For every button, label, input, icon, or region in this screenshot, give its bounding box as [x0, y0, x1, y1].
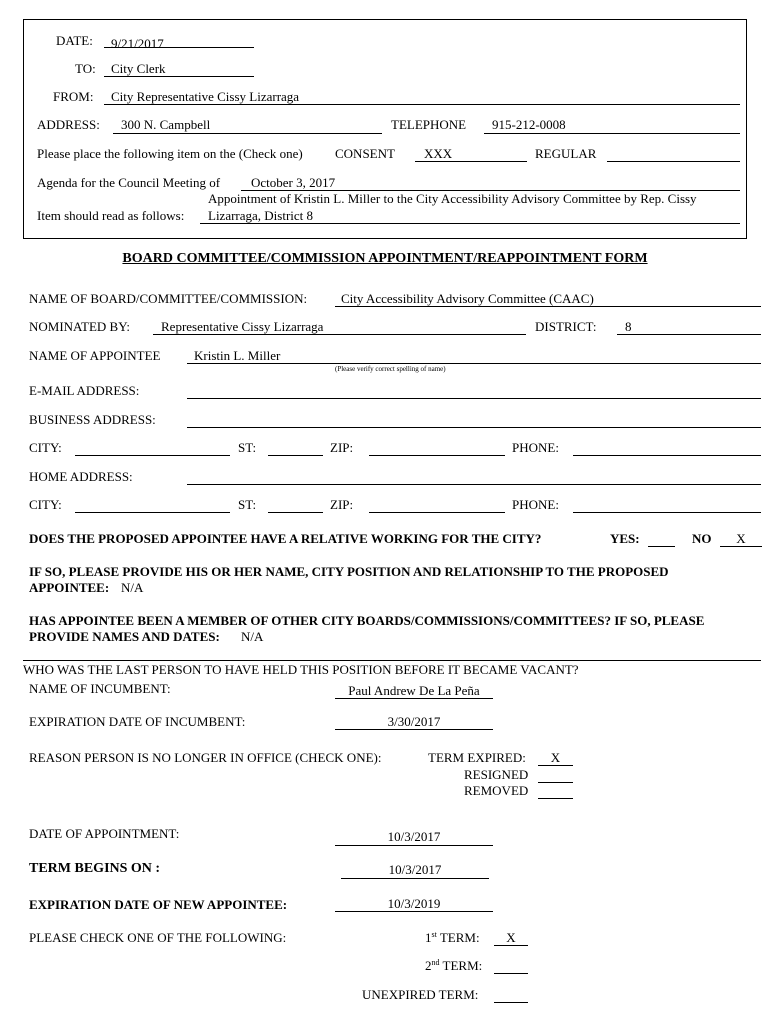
board-label: NAME OF BOARD/COMMITTEE/COMMISSION:	[29, 291, 308, 306]
new-expiration-label: EXPIRATION DATE OF NEW APPOINTEE:	[29, 897, 288, 912]
second-term-underline	[494, 973, 528, 974]
home-city-field[interactable]	[75, 512, 230, 513]
incumbent-name-value[interactable]: Paul Andrew De La Peña	[348, 683, 480, 698]
consent-underline	[415, 161, 527, 162]
relative-no-value[interactable]: X	[736, 531, 746, 546]
business-city-field[interactable]	[75, 455, 230, 456]
home-phone-field[interactable]	[573, 512, 761, 513]
verify-spelling-note: (Please verify correct spelling of name)	[335, 365, 446, 373]
term-begins-underline	[341, 878, 489, 879]
first-term-underline	[494, 945, 528, 946]
agenda-label: Agenda for the Council Meeting of	[37, 175, 221, 190]
term-expired-underline	[538, 765, 573, 766]
relative-question: DOES THE PROPOSED APPOINTEE HAVE A RELATIVE WORKING FOR THE CITY?	[29, 531, 542, 546]
telephone-value[interactable]: 915-212-0008	[492, 117, 566, 132]
appointment-date-underline	[335, 845, 493, 846]
nominated-label: NOMINATED BY:	[29, 319, 130, 334]
relative-yes-underline	[648, 546, 675, 547]
resigned-underline	[538, 782, 573, 783]
form-title	[23, 250, 747, 266]
incumbent-name-underline	[335, 698, 493, 699]
business-st-label: ST:	[238, 440, 257, 455]
relative-no-label: NO	[692, 531, 712, 546]
home-zip-label: ZIP:	[330, 497, 354, 512]
address-label: ADDRESS:	[37, 117, 100, 132]
email-label: E-MAIL ADDRESS:	[29, 383, 140, 398]
relative-details-question-line2: APPOINTEE:	[29, 580, 110, 595]
agenda-value[interactable]: October 3, 2017	[251, 175, 336, 190]
telephone-label: TELEPHONE	[391, 117, 467, 132]
first-term-text: TERM:	[439, 930, 480, 945]
item-text-line2[interactable]: Lizarraga, District 8	[208, 208, 314, 223]
business-phone-field[interactable]	[573, 455, 761, 456]
item-label: Item should read as follows:	[37, 208, 185, 223]
last-person-question: WHO WAS THE LAST PERSON TO HAVE HELD THIS POSITION BEFORE IT BECAME VACANT?	[23, 662, 579, 677]
home-st-field[interactable]	[268, 512, 323, 513]
business-st-field[interactable]	[268, 455, 323, 456]
member-value[interactable]: N/A	[241, 629, 264, 644]
regular-label: REGULAR	[535, 146, 597, 161]
date-underline	[104, 47, 254, 48]
appointment-date-label: DATE OF APPOINTMENT:	[29, 826, 180, 841]
to-value[interactable]: City Clerk	[111, 61, 166, 76]
consent-value[interactable]: XXX	[424, 146, 453, 161]
district-label: DISTRICT:	[535, 319, 597, 334]
first-term-value[interactable]: X	[506, 930, 516, 945]
unexpired-term-label: UNEXPIRED TERM:	[362, 987, 479, 1002]
relative-yes-label: YES:	[610, 531, 640, 546]
term-expired-value[interactable]: X	[550, 750, 561, 765]
business-zip-field[interactable]	[369, 455, 505, 456]
incumbent-expiration-value[interactable]: 3/30/2017	[387, 714, 441, 729]
address-value[interactable]: 300 N. Campbell	[121, 117, 211, 132]
from-value[interactable]: City Representative Cissy Lizarraga	[111, 89, 300, 104]
date-label: DATE:	[56, 33, 93, 48]
to-label: TO:	[75, 61, 96, 76]
home-address-label: HOME ADDRESS:	[29, 469, 133, 484]
unexpired-term-underline	[494, 1002, 528, 1003]
appointee-underline	[187, 363, 761, 364]
business-address-field[interactable]	[187, 427, 761, 428]
second-term-text: TERM:	[442, 958, 483, 973]
second-term-number: 2	[425, 958, 432, 973]
appointee-label: NAME OF APPOINTEE	[29, 348, 161, 363]
appointee-value[interactable]: Kristin L. Miller	[194, 348, 281, 363]
business-phone-label: PHONE:	[512, 440, 559, 455]
consent-label: CONSENT	[335, 146, 395, 161]
item-underline	[200, 223, 740, 224]
incumbent-expiration-label: EXPIRATION DATE OF INCUMBENT:	[29, 714, 246, 729]
email-field[interactable]	[187, 398, 761, 399]
from-underline	[104, 104, 740, 105]
member-question-line1: HAS APPOINTEE BEEN A MEMBER OF OTHER CITY BOARDS/COMMISSIONS/COMMITTEES? IF SO, PLEASE	[29, 613, 705, 628]
resigned-label: RESIGNED	[464, 767, 529, 782]
new-expiration-underline	[335, 911, 493, 912]
new-expiration-value[interactable]: 10/3/2019	[387, 896, 441, 911]
section-divider	[23, 660, 761, 661]
form-title-text: BOARD COMMITTEE/COMMISSION APPOINTMENT/REAPPOINTMENT FORM	[122, 251, 648, 266]
home-st-label: ST:	[238, 497, 257, 512]
telephone-underline	[484, 133, 740, 134]
date-value[interactable]: 9/21/2017	[111, 36, 164, 51]
regular-underline[interactable]	[607, 161, 740, 162]
business-zip-label: ZIP:	[330, 440, 354, 455]
board-underline	[335, 306, 761, 307]
term-begins-value[interactable]: 10/3/2017	[388, 862, 442, 877]
address-underline	[113, 133, 382, 134]
term-begins-label: TERM BEGINS ON :	[29, 861, 161, 876]
check-one-label: PLEASE CHECK ONE OF THE FOLLOWING:	[29, 930, 287, 945]
place-item-label: Please place the following item on the (Check one)	[37, 146, 303, 161]
home-phone-label: PHONE:	[512, 497, 559, 512]
nominated-underline	[153, 334, 526, 335]
business-city-label: CITY:	[29, 440, 62, 455]
home-zip-field[interactable]	[369, 512, 505, 513]
reason-label: REASON PERSON IS NO LONGER IN OFFICE (CHECK ONE):	[29, 750, 382, 765]
term-expired-label: TERM EXPIRED:	[428, 750, 526, 765]
first-term-number: 1	[425, 930, 432, 945]
removed-label: REMOVED	[464, 783, 529, 798]
board-value[interactable]: City Accessibility Advisory Committee (CAAC)	[341, 291, 594, 306]
incumbent-expiration-underline	[335, 729, 493, 730]
appointment-date-value[interactable]: 10/3/2017	[387, 829, 441, 844]
to-underline	[104, 76, 254, 77]
incumbent-name-label: NAME OF INCUMBENT:	[29, 681, 171, 696]
district-underline	[617, 334, 761, 335]
relative-no-underline	[720, 546, 762, 547]
member-question-line2: PROVIDE NAMES AND DATES:	[29, 629, 220, 644]
second-term-suffix: nd	[431, 958, 440, 967]
home-city-label: CITY:	[29, 497, 62, 512]
first-term-label	[425, 930, 480, 945]
from-label: FROM:	[53, 89, 94, 104]
removed-underline	[538, 798, 573, 799]
relative-details-value[interactable]: N/A	[121, 580, 144, 595]
relative-details-question-line1: IF SO, PLEASE PROVIDE HIS OR HER NAME, CITY POSITION AND RELATIONSHIP TO THE PROPOSED	[29, 564, 669, 579]
district-value[interactable]: 8	[625, 319, 632, 334]
second-term-label	[425, 958, 482, 973]
home-address-field[interactable]	[187, 484, 761, 485]
first-term-suffix: st	[431, 930, 437, 939]
item-text-line1[interactable]: Appointment of Kristin L. Miller to the City Accessibility Advisory Committee by Rep. Cissy	[208, 191, 697, 206]
nominated-value[interactable]: Representative Cissy Lizarraga	[161, 319, 324, 334]
business-address-label: BUSINESS ADDRESS:	[29, 412, 156, 427]
